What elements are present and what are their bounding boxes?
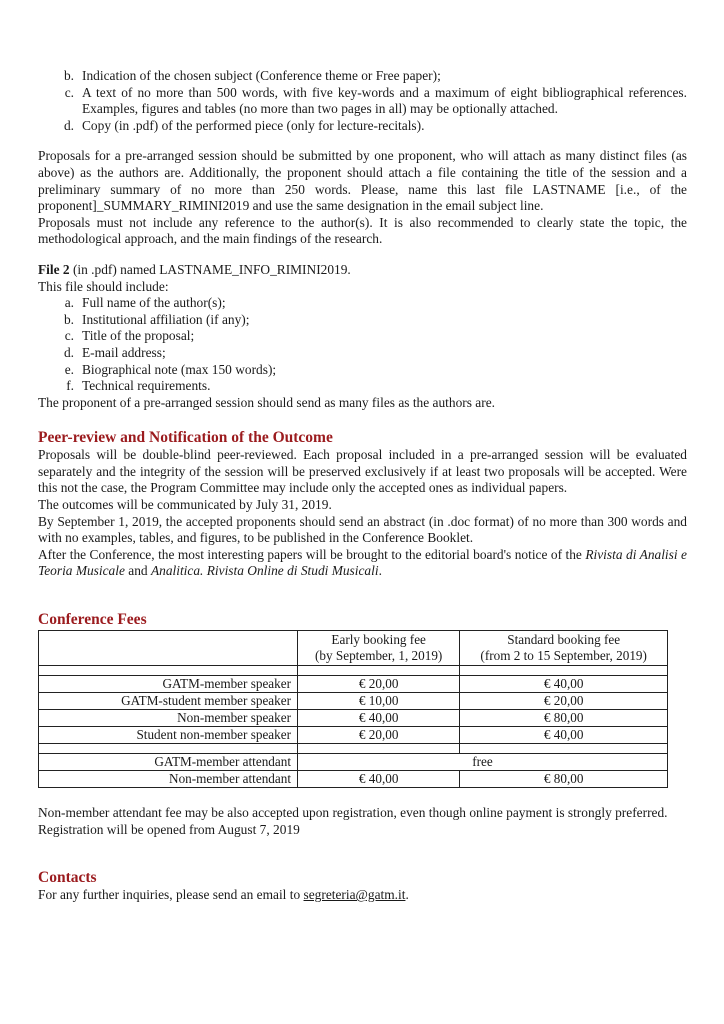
email-link[interactable]: segreteria@gatm.it xyxy=(303,887,406,903)
reference-paragraph: Proposals must not include any reference to the author(s). It is also recommended to clearly state the topic, the methodological approach, and the main findings of the research. xyxy=(38,214,687,247)
peer-paragraph-1: Proposals will be double-blind peer-reviewed. Each proposal included in a pre-arranged session will be evaluated separately and the integrity of the session will be preserved exclusively if at least two proposals will be accepted. Were this not the case, the Program Committee may include only the accepted ones as individual papers. xyxy=(38,447,687,496)
submission-list-continued xyxy=(52,68,687,134)
session-paragraph: Proposals for a pre-arranged session should be submitted by one proponent, who will attach as many distinct files (as above) as the authors are. Additionally, the proponent should attach a file containing the title of the session and a preliminary summary of no more than 250 words. Please, name this last file LASTNAME [i.e., of the proponent]_SUMMARY_RIMINI2019 and use the same designation in the email subject line. xyxy=(38,148,687,214)
table-row: Student non-member speaker € 20,00 € 40,00 xyxy=(39,727,668,744)
registration-note: Registration will be opened from August 7, 2019 xyxy=(38,821,300,837)
list-item: d. E-mail address; xyxy=(63,344,166,360)
document-page xyxy=(38,68,687,904)
list-item: e. Biographical note (max 150 words); xyxy=(64,361,277,377)
peer-paragraph-3: By September 1, 2019, the accepted proponents should send an abstract (in .doc format) of no more than 300 words and with no examples, tables, and figures, to be published in the Conference Booklet. xyxy=(38,513,687,546)
table-row: GATM-member speaker € 20,00 € 40,00 xyxy=(39,676,668,693)
journal-title: Analitica. Rivista Online di Studi Musicali xyxy=(150,563,379,579)
table-header-row xyxy=(39,631,668,666)
file2-intro: This file should include: xyxy=(38,278,169,294)
list-item: a. Full name of the author(s); xyxy=(64,295,226,311)
file2-heading: File 2 (in .pdf) named LASTNAME_INFO_RIMINI2019. xyxy=(38,261,351,277)
fees-note: Non-member attendant fee may be also accepted upon registration, even though online payment is strongly preferred. xyxy=(38,805,668,821)
early-fee-header: Early booking fee (by September, 1, 2019) xyxy=(298,631,460,666)
contacts-paragraph: For any further inquiries, please send an email to segreteria@gatm.it. xyxy=(38,887,409,903)
list-item: b. Indication of the chosen subject (Conference theme or Free paper); xyxy=(63,68,441,83)
list-item: c. A text of no more than 500 words, with five key-words and a maximum of eight bibliographical references. Examples, figures and tables (no more than two pages in all) may be optionally attached. xyxy=(64,84,687,117)
standard-fee-header: Standard booking fee (from 2 to 15 September, 2019) xyxy=(460,631,668,666)
peer-paragraph-2: The outcomes will be communicated by July 31, 2019. xyxy=(38,497,332,513)
table-row: Non-member speaker € 40,00 € 80,00 xyxy=(39,710,668,727)
file2-closing: The proponent of a pre-arranged session should send as many files as the authors are. xyxy=(38,394,496,410)
peer-review-heading: Peer-review and Notification of the Outcome xyxy=(38,429,333,447)
table-row: GATM-member attendant free xyxy=(39,754,668,771)
list-item: b. Institutional affiliation (if any); xyxy=(63,311,250,327)
contacts-heading: Contacts xyxy=(38,869,97,887)
fees-heading: Conference Fees xyxy=(38,611,147,629)
peer-paragraph-4: After the Conference, the most interesting papers will be brought to the editorial board's notice of the Rivista di Analisi e Teoria Musicale and Analitica. Rivista Online di Studi Musicali. xyxy=(38,546,687,579)
list-item: f. Technical requirements. xyxy=(66,378,211,394)
table-row: Non-member attendant € 40,00 € 80,00 xyxy=(39,771,668,788)
list-item: d. Copy (in .pdf) of the performed piece (only for lecture-recitals). xyxy=(63,117,425,133)
fees-table xyxy=(38,630,668,788)
table-row: GATM-student member speaker € 10,00 € 20,00 xyxy=(39,693,668,710)
list-item: c. Title of the proposal; xyxy=(64,328,195,344)
journal-title: Rivista di Analisi e Teoria Musicale xyxy=(38,546,687,579)
file2-list xyxy=(52,295,687,395)
